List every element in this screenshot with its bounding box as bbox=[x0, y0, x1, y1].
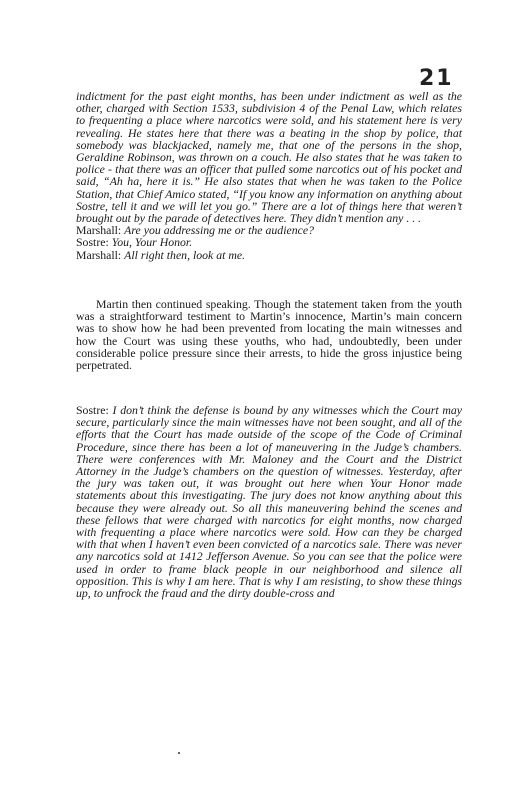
speaker-label: Marshall: bbox=[76, 247, 122, 262]
narration-paragraph: Martin then continued speaking. Though the statement taken from the youth was a straightforward testiment to Martin’s innocence, Martin’s main concern was to show how he had been prevented from locating the main witnesses and how the Court was using these youths, who had, undoubtedly, been under considerable police pressure since their arrests, to hide the gross injustice being perpetrated. bbox=[76, 297, 462, 373]
dialogue-text: All right then, look at me. bbox=[124, 247, 246, 262]
sostre-statement bbox=[76, 404, 462, 599]
dialogue-text: Are you addressing me or the audience? bbox=[124, 223, 314, 238]
dialogue-line-3 bbox=[76, 249, 462, 261]
statement-text: I don’t think the defense is bound by any witnesses which the Court may secure, particularly since the main witnesses have not been sought, and all of the efforts that the Court has made outside of the scope of the Code of Criminal Procedure, since there has been a lot of maneuvering in the Judge’s chambers. There were conferences with Mr. Maloney and the Court and the District Attorney in the Judge’s chambers on the question of witnesses. Yesterday, after the jury was taken out, it was brought out here when Your Honor made statements about this investigating. The jury does not know anything about this because they were already out. So all this maneuvering behind the scenes and these fellows that were charged with narcotics for eight months, now charged with frequenting a place where narcotics were sold. How can they be charged with that when I haven’t even been convicted of a narcotics sale. There was never any narcotics sold at 1412 Jefferson Avenue. So you can see that the police were used in order to frame black people in our neighborhood and silence all opposition. This is why I am here. That is why I am resisting, to show these things up, to unfrock the fraud and the dirty double-cross and bbox=[76, 403, 462, 601]
speaker-label: Sostre: bbox=[76, 235, 109, 250]
dialogue-text: You, Your Honor. bbox=[111, 235, 193, 250]
statement-text: indictment for the past eight months, has been under indictment as well as the other, charged with Section 1533, subdivision 4 of the Penal Law, which relates to frequenting a place where narcotics were sold, and his statement here is very revealing. He states here that there was a beating in the shop by police, that somebody was blackjacked, namely me, that one of the persons in the shop, Geraldine Robinson, was thrown on a couch. He also states that he was taken to police - that there was an officer that pulled some narcotics out of his pocket and said, “Ah ha, here it is.” He also states that when he was taken to the Police Station, that Chief Amico stated, “If you know any information on anything about Sostre, tell it and we will let you go.” There are a lot of things here that weren’t brought out by the parade of detectives here. They didn’t mention any . . . bbox=[76, 89, 462, 226]
speaker-label: Marshall: bbox=[76, 223, 122, 238]
page-number: 21 bbox=[419, 66, 454, 91]
speaker-label: Sostre: bbox=[76, 403, 109, 417]
stray-mark bbox=[178, 752, 180, 754]
testimony-block bbox=[76, 90, 462, 261]
